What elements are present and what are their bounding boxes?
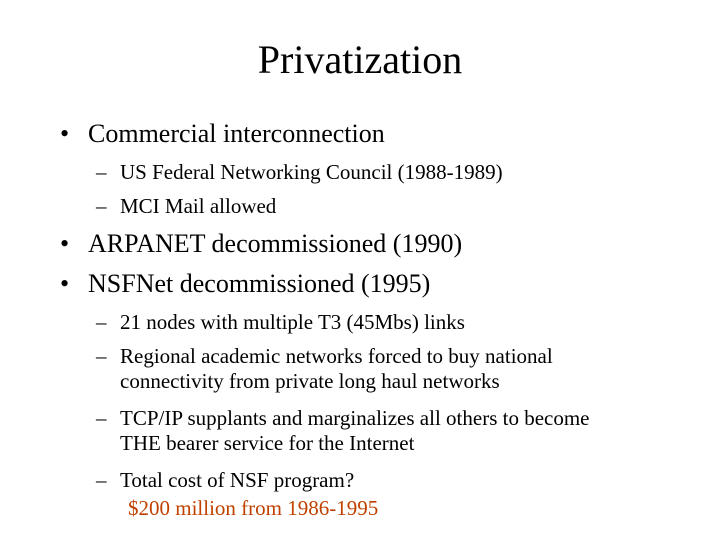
dash-glyph: – bbox=[96, 344, 107, 368]
sub-bullet-line: MCI Mail allowed bbox=[120, 194, 277, 218]
sub-bullet-line: Total cost of NSF program? bbox=[120, 468, 355, 492]
dash-glyph: – bbox=[96, 310, 107, 334]
bullet-text: ARPANET decommissioned (1990) bbox=[88, 229, 463, 258]
bullet-text: Commercial interconnection bbox=[88, 119, 385, 148]
sub-bullet-text bbox=[120, 160, 680, 185]
bullet-glyph: • bbox=[60, 119, 70, 148]
sub-bullet-text bbox=[120, 194, 680, 219]
dash-glyph: – bbox=[96, 406, 107, 430]
sub-bullet-line: TCP/IP supplants and marginalizes all others to become bbox=[120, 406, 590, 430]
sub-bullet-line: 21 nodes with multiple T3 (45Mbs) links bbox=[120, 310, 465, 334]
sub-bullet-line: THE bearer service for the Internet bbox=[120, 431, 415, 455]
bullet-glyph: • bbox=[60, 269, 70, 298]
sub-bullet-text bbox=[120, 344, 680, 394]
sub-bullet-line: US Federal Networking Council (1988-1989) bbox=[120, 160, 503, 184]
dash-glyph: – bbox=[96, 194, 107, 218]
sub-bullet-line: connectivity from private long haul networks bbox=[120, 369, 500, 393]
sub-bullet-text bbox=[120, 406, 680, 456]
answer-text: $200 million from 1986-1995 bbox=[128, 496, 379, 520]
sub-bullet-text bbox=[120, 310, 680, 335]
dash-glyph: – bbox=[96, 160, 107, 184]
bullet-glyph: • bbox=[60, 229, 70, 258]
sub-bullet-line: Regional academic networks forced to buy national bbox=[120, 344, 553, 368]
sub-bullet-text bbox=[120, 468, 680, 493]
bullet-text: NSFNet decommissioned (1995) bbox=[88, 269, 431, 298]
dash-glyph: – bbox=[96, 468, 107, 492]
slide-title: Privatization bbox=[257, 37, 463, 82]
